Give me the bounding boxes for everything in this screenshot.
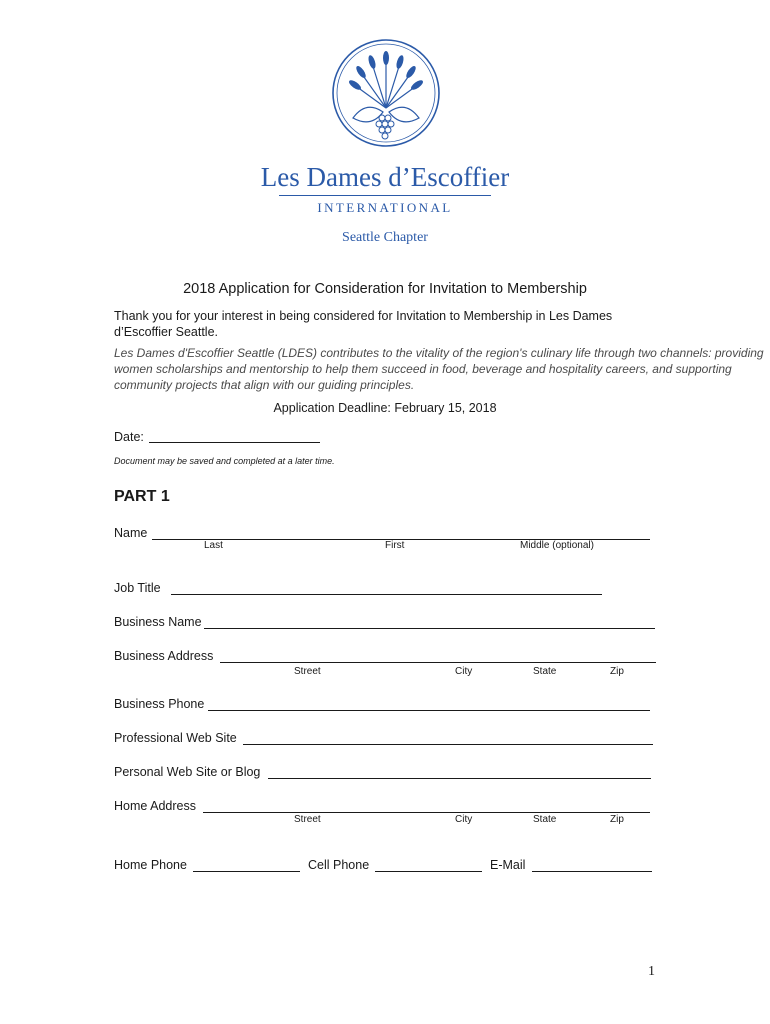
home-street-caption: Street: [294, 814, 321, 825]
cell-phone-field[interactable]: [375, 859, 482, 872]
home-state-caption: State: [533, 814, 557, 825]
intro-line-2: d’Escoffier Seattle.: [114, 325, 218, 339]
personal-web-label: Personal Web Site or Blog: [114, 765, 261, 779]
name-middle-caption: Middle (optional): [520, 540, 594, 551]
home-phone-field[interactable]: [193, 859, 300, 872]
home-zip-caption: Zip: [610, 814, 624, 825]
home-address-label: Home Address: [114, 799, 196, 813]
name-label: Name: [114, 526, 148, 540]
business-city-caption: City: [455, 666, 473, 677]
save-note: Document may be saved and completed at a later time.: [114, 456, 335, 466]
page-title: 2018 Application for Consideration for Invitation to Membership: [183, 281, 587, 297]
business-phone-field[interactable]: [208, 698, 650, 711]
date-field[interactable]: [149, 430, 320, 443]
business-address-label: Business Address: [114, 649, 214, 663]
home-city-caption: City: [455, 814, 473, 825]
mission-line-3: community projects that align with our guiding principles.: [114, 378, 415, 392]
home-address-field[interactable]: [203, 800, 650, 813]
job-title-field[interactable]: [171, 582, 602, 595]
business-phone-label: Business Phone: [114, 697, 205, 711]
name-first-caption: First: [385, 540, 405, 551]
professional-web-label: Professional Web Site: [114, 731, 237, 745]
business-name-label: Business Name: [114, 615, 202, 629]
email-field[interactable]: [532, 859, 652, 872]
mission-line-1: Les Dames d'Escoffier Seattle (LDES) contributes to the vitality of the region's culinary life through two channels: providing: [114, 346, 764, 360]
name-last-caption: Last: [204, 540, 223, 551]
business-name-field[interactable]: [204, 616, 655, 629]
professional-web-field[interactable]: [243, 732, 653, 745]
brand-divider: [279, 195, 491, 196]
business-street-caption: Street: [294, 666, 321, 677]
name-field[interactable]: [152, 527, 650, 540]
business-state-caption: State: [533, 666, 557, 677]
application-deadline: Application Deadline: February 15, 2018: [273, 401, 497, 415]
intro-line-1: Thank you for your interest in being considered for Invitation to Membership in Les Dames: [114, 309, 613, 323]
job-title-label: Job Title: [114, 581, 161, 595]
cell-phone-label: Cell Phone: [308, 858, 370, 872]
wheat-emblem-logo: [331, 38, 441, 148]
business-zip-caption: Zip: [610, 666, 624, 677]
brand-international: INTERNATIONAL: [317, 200, 453, 215]
personal-web-field[interactable]: [268, 766, 651, 779]
brand-name: Les Dames d’Escoffier: [260, 162, 510, 192]
date-label: Date:: [114, 430, 144, 444]
home-phone-label: Home Phone: [114, 858, 187, 872]
mission-line-2: women scholarships and mentorship to help them succeed in food, beverage and hospitality careers, and supporting: [114, 362, 732, 376]
business-address-field[interactable]: [220, 650, 656, 663]
email-label: E-Mail: [490, 858, 526, 872]
page-number: 1: [648, 964, 655, 979]
brand-chapter: Seattle Chapter: [342, 230, 428, 245]
part-1-heading: PART 1: [114, 488, 170, 505]
